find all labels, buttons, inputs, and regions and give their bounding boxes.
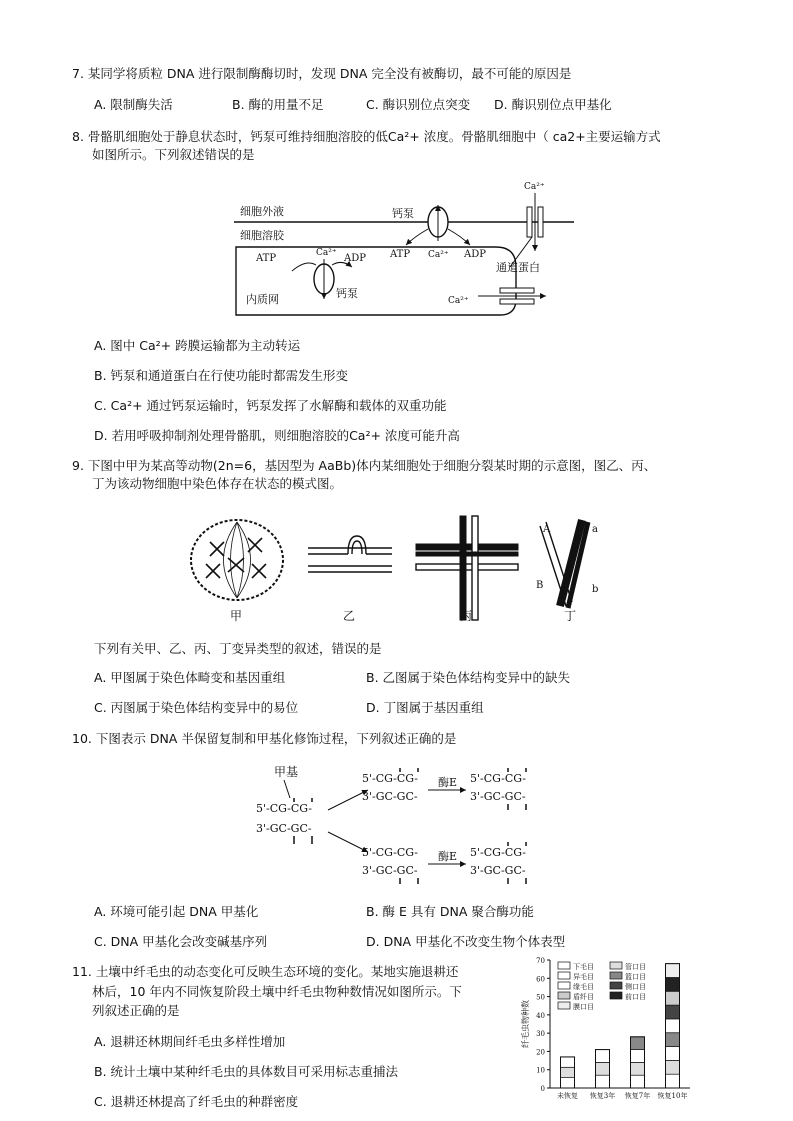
label-adp-1: ADP <box>464 249 486 260</box>
figure-label-ding: 丁 <box>564 609 577 623</box>
legend-label: 膜口目 <box>573 1003 594 1011</box>
q7-option-b[interactable]: B. 酶的用量不足 <box>232 97 324 112</box>
legend-label: 异毛目 <box>573 973 594 981</box>
bar-segment <box>631 1037 645 1050</box>
bar-segment <box>666 1060 680 1074</box>
bar-segment <box>561 1067 575 1077</box>
q11-stem-line2: 林后，10 年内不同恢复阶段土壤中纤毛虫物种数情况如图所示。下 <box>92 984 462 999</box>
y-axis-label: 纤毛虫物种数 <box>521 1000 530 1048</box>
bar-segment <box>561 1057 575 1067</box>
q8-option-a[interactable]: A. 图中 Ca²+ 跨膜运输都为主动转运 <box>94 338 301 353</box>
y-tick-label: 60 <box>536 975 545 984</box>
q8-option-c[interactable]: C. Ca²+ 通过钙泵运输时，钙泵发挥了水解酶和载体的双重功能 <box>94 398 447 413</box>
bar-segment <box>666 1074 680 1088</box>
label-atp-1: ATP <box>390 249 411 260</box>
daughter1-top-strand: 5'-CG-CG- <box>362 772 418 785</box>
bar-segment <box>631 1050 645 1063</box>
label-ca-top: Ca²⁺ <box>524 182 545 192</box>
q10-option-a[interactable]: A. 环境可能引起 DNA 甲基化 <box>94 904 259 919</box>
bar-segment <box>666 964 680 978</box>
label-cytosol: 细胞溶胶 <box>240 229 284 242</box>
methylated2-top-strand: 5'-CG-CG- <box>470 846 526 859</box>
label-atp-2: ATP <box>256 253 277 264</box>
q11-stem-line3: 列叙述正确的是 <box>92 1003 180 1018</box>
legend-swatch <box>610 972 622 979</box>
figure-label-yi: 乙 <box>343 609 356 623</box>
q10-option-d[interactable]: D. DNA 甲基化不改变生物个体表型 <box>366 934 566 949</box>
q11-option-a[interactable]: A. 退耕还林期间纤毛虫多样性增加 <box>94 1034 286 1049</box>
label-ca-membrane: Ca²⁺ <box>428 250 449 260</box>
q11-option-b[interactable]: B. 统计土壤中某种纤毛虫的具体数目可采用标志重捕法 <box>94 1064 399 1079</box>
label-pump: 钙泵 <box>392 207 414 220</box>
q8-option-b[interactable]: B. 钙泵和通道蛋白在行使功能时都需发生形变 <box>94 368 349 383</box>
y-tick-label: 40 <box>536 1011 545 1020</box>
label-pump-2: 钙泵 <box>336 287 358 300</box>
q9-stem-line2: 丁为该动物细胞中染色体存在状态的模式图。 <box>92 476 343 491</box>
bar-segment <box>631 1062 645 1075</box>
x-tick-label: 未恢复 <box>557 1092 578 1100</box>
q9-stem-line1: 9. 下图中甲为某高等动物(2n=6，基因型为 AaBb)体内某细胞处于细胞分裂某时期的示意图，图乙、丙、 <box>72 458 657 473</box>
q10-option-b[interactable]: B. 酶 E 具有 DNA 聚合酶功能 <box>366 904 534 919</box>
cell-figure-jia <box>191 520 283 600</box>
figure-label-jia: 甲 <box>230 609 243 623</box>
parent-bottom-strand: 3'-GC-GC- <box>256 822 312 835</box>
bar-segment <box>666 977 680 991</box>
chromosome-figure-bing <box>416 516 518 620</box>
label-channel: 通道蛋白 <box>496 261 540 274</box>
q7-option-d[interactable]: D. 酶识别位点甲基化 <box>494 97 612 112</box>
bar-segment <box>666 1005 680 1019</box>
label-ca-er: Ca²⁺ <box>316 248 337 258</box>
q7-option-a[interactable]: A. 限制酶失活 <box>94 97 173 112</box>
legend-label: 前口目 <box>625 993 646 1001</box>
x-tick-label: 恢复3年 <box>589 1092 616 1100</box>
q11-option-c[interactable]: C. 退耕还林提高了纤毛虫的种群密度 <box>94 1094 299 1109</box>
gene-label-a-lower: a <box>592 524 598 535</box>
q7-stem: 7. 某同学将质粒 DNA 进行限制酶酶切时，发现 DNA 完全没有被酶切，最不可能的原因是 <box>72 66 572 81</box>
methylated1-bottom-strand: 3'-GC-GC- <box>470 790 526 803</box>
legend-swatch <box>558 972 570 979</box>
figure-label-bing: 丙 <box>460 609 473 623</box>
enzyme-label-2: 酶E <box>438 850 458 863</box>
q11-stem-line1: 11. 土壤中纤毛虫的动态变化可反映生态环境的变化。某地实施退耕还 <box>72 964 459 979</box>
y-tick-label: 20 <box>536 1048 545 1057</box>
enzyme-label-1: 酶E <box>438 776 458 789</box>
bar-segment <box>666 1047 680 1061</box>
bar-segment <box>666 1033 680 1047</box>
q8-option-d[interactable]: D. 若用呼吸抑制剂处理骨骼肌，则细胞溶胶的Ca²+ 浓度可能升高 <box>94 428 460 443</box>
q9-option-a[interactable]: A. 甲图属于染色体畸变和基因重组 <box>94 670 286 685</box>
legend-swatch <box>558 982 570 989</box>
legend-swatch <box>558 1002 570 1009</box>
y-tick-label: 10 <box>536 1066 545 1075</box>
y-tick-label: 50 <box>536 993 545 1002</box>
daughter2-top-strand: 5'-CG-CG- <box>362 846 418 859</box>
legend-swatch <box>558 992 570 999</box>
chromosome-figures <box>180 508 620 628</box>
y-tick-label: 30 <box>536 1030 545 1039</box>
legend-swatch <box>610 992 622 999</box>
q7-option-c[interactable]: C. 酶识别位点突变 <box>366 97 471 112</box>
bar-segment <box>596 1075 610 1088</box>
y-tick-label: 70 <box>536 957 545 965</box>
q10-stem: 10. 下图表示 DNA 半保留复制和甲基化修饰过程，下列叙述正确的是 <box>72 731 457 746</box>
legend-swatch <box>610 982 622 989</box>
legend-label: 篮口目 <box>625 973 646 981</box>
q9-sub-stem: 下列有关甲、乙、丙、丁变异类型的叙述，错误的是 <box>94 641 382 656</box>
label-ca-channel: Ca²⁺ <box>448 296 469 306</box>
gene-label-b-upper: B <box>536 580 544 591</box>
y-tick-label: 0 <box>540 1085 545 1093</box>
methylated1-top-strand: 5'-CG-CG- <box>470 772 526 785</box>
q9-option-d[interactable]: D. 丁图属于基因重组 <box>366 700 484 715</box>
legend-label: 缘毛目 <box>573 983 594 991</box>
q8-stem-line1: 8. 骨骼肌细胞处于静息状态时，钙泵可维持细胞溶胶的低Ca²+ 浓度。骨骼肌细胞中（ ca2+主要运输方式 <box>72 129 661 144</box>
bar-segment <box>631 1075 645 1088</box>
x-tick-label: 恢复10年 <box>657 1092 688 1100</box>
methylated2-bottom-strand: 3'-GC-GC- <box>470 864 526 877</box>
legend-swatch <box>558 962 570 969</box>
legend-swatch <box>610 962 622 969</box>
daughter1-bottom-strand: 3'-GC-GC- <box>362 790 418 803</box>
x-tick-label: 恢复7年 <box>624 1092 651 1100</box>
gene-label-b-lower: b <box>592 584 599 595</box>
gene-label-a-upper: A <box>543 524 551 535</box>
dna-methylation-diagram <box>250 760 550 890</box>
label-adp-2: ADP <box>344 253 366 264</box>
label-methyl: 甲基 <box>274 765 299 779</box>
daughter2-bottom-strand: 3'-GC-GC- <box>362 864 418 877</box>
chromosome-figure-yi <box>308 536 392 572</box>
q8-stem-line2: 如图所示。下列叙述错误的是 <box>92 147 255 162</box>
legend-label: 盾纤目 <box>573 993 594 1001</box>
bar-segment <box>666 1019 680 1033</box>
label-outside: 细胞外液 <box>240 205 284 218</box>
bar-segment <box>561 1078 575 1088</box>
bar-segment <box>666 991 680 1005</box>
q9-option-c[interactable]: C. 丙图属于染色体结构变异中的易位 <box>94 700 299 715</box>
q9-option-b[interactable]: B. 乙图属于染色体结构变异中的缺失 <box>366 670 571 685</box>
legend-label: 管口目 <box>625 963 646 971</box>
legend-label: 下毛目 <box>573 963 594 971</box>
q10-option-c[interactable]: C. DNA 甲基化会改变碱基序列 <box>94 934 268 949</box>
calcium-transport-diagram <box>228 175 580 325</box>
parent-top-strand: 5'-CG-CG- <box>256 802 312 815</box>
bar-segment <box>596 1062 610 1075</box>
bar-segment <box>596 1050 610 1063</box>
label-er: 内质网 <box>246 293 279 306</box>
ciliate-species-chart <box>520 952 696 1100</box>
legend-label: 侧口目 <box>625 983 646 991</box>
